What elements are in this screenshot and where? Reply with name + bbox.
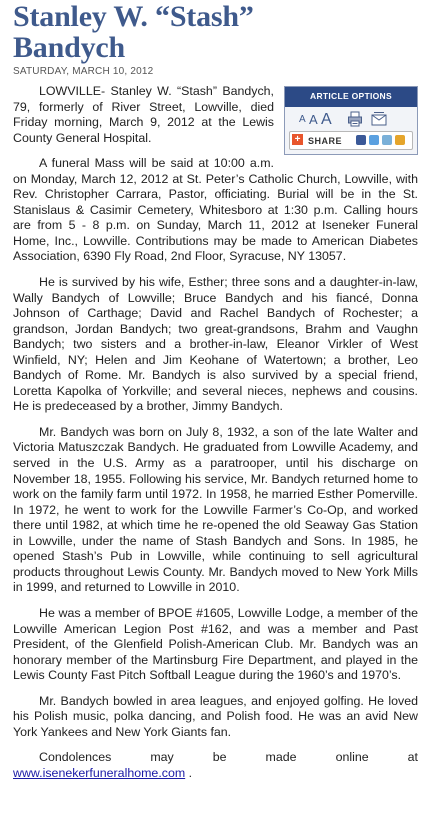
article-body — [13, 84, 418, 781]
share-button[interactable] — [289, 131, 413, 150]
paragraph-5: He was a member of BPOE #1605, Lowville Lodge, a member of the Lowville American Legion Post #162, and was a member and Past President, of the Glenfield Polish-American Club. Mr. Bandych was an honorary member of the Martinsburg Fire Department, and played in the Lewis County Fast Pitch Softball League during the 1960’s and 1970’s. — [13, 605, 418, 683]
print-icon[interactable] — [347, 111, 363, 127]
article-date: SATURDAY, MARCH 10, 2012 — [13, 66, 154, 77]
title-line-1: Stanley W. “Stash” — [13, 0, 254, 33]
article-options-header: ARTICLE OPTIONS — [285, 87, 417, 107]
condolences-text: Condolences may be made online at — [39, 750, 418, 765]
bookmark-icon — [395, 135, 405, 145]
article-tools — [285, 107, 417, 131]
facebook-icon — [356, 135, 366, 145]
email-icon[interactable] — [371, 111, 387, 127]
font-size-large-button[interactable]: A — [321, 111, 332, 128]
title-line-2: Bandych — [13, 31, 125, 64]
paragraph-1: LOWVILLE- Stanley W. “Stash” Bandych, 79, formerly of River Street, Lowville, died Friday morning, March 9, 2012 at the Lewis County General Hospital. — [13, 84, 274, 145]
twitter-icon — [369, 135, 379, 145]
condolences-link-line — [13, 766, 418, 782]
digg-icon — [382, 135, 392, 145]
paragraph-6: Mr. Bandych bowled in area leagues, and enjoyed golfing. He loved his Polish music, polka dancing, and Polish food. He was an avid New York Yankees and New York Giants fan. — [13, 693, 418, 739]
share-label: SHARE — [308, 135, 343, 146]
article-title — [13, 0, 418, 63]
share-plus-icon: + — [292, 134, 303, 145]
article-options-box — [284, 86, 418, 155]
paragraph-4: Mr. Bandych was born on July 8, 1932, a son of the late Walter and Victoria Matuszczak Bandych. He graduated from Lowville Academy, and served in the U.S. Army as a paratrooper, until his discharge on November 18, 1955. Following his service, Mr. Bandych returned home to work on the family farm until 1972. In 1958, he married Esther Pomerville. In 1972, he went to work for the Lowville Farmer’s Co-Op, and worked there until 1982, at which time he re-opened the old Seaway Gas Station in Lowville, under the name of Stash Bandych and Sons. In 1985, he opened Stash’s Pub in Lowville, while continuing to sell agricultural products throughout Lewis County. Mr. Bandych moved to New York Mills in 1999, and returned to Lowville in 2010. — [13, 424, 418, 595]
font-size-medium-button[interactable]: A — [309, 112, 318, 127]
paragraph-2: A funeral Mass will be said at 10:00 a.m. on Monday, March 12, 2012 at St. Peter’s Catholic Church, Lowville, with Rev. Christopher Carrara, Pastor, officiating. Burial will be in the St. Stanislaus & Casimir Cemetery, Whitesboro at 1:30 p.m. Calling hours are from 5 - 8 p.m. on Sunday, March 11, 2012 at Iseneker Funeral Home, Inc., Lowville. Contributions may be made to American Diabetes Association, 6390 Fly Road, 2nd Floor, Syracuse, NY 13057. — [13, 156, 418, 264]
font-size-small-button[interactable]: A — [299, 114, 306, 125]
paragraph-3: He is survived by his wife, Esther; three sons and a daughter-in-law, Wally Bandych of Lowville; Bruce Bandych and his fiancé, Donna Johnson of Carthage; David and Rachel Bandych of Rochester; a grandson, Jordan Bandych; two great-grandsons, Brahm and Vaughn Bandych; two sisters and a brother-in-law, Eleanor Virkler of West Winfield, NY; Helen and Jim Keohane of Watertown; a brother, Leo Bandych of Rome. Mr. Bandych is also survived by a special friend, Loretta Kapolka of Yorkville; and several nieces, nephews and cousins. He is predeceased by a brother, Jimmy Bandych. — [13, 275, 418, 414]
article-container — [13, 0, 418, 781]
condolences-paragraph — [13, 750, 418, 766]
condolences-end: . — [188, 765, 193, 780]
funeral-home-link[interactable]: www.isenekerfuneralhome.com — [13, 765, 186, 780]
